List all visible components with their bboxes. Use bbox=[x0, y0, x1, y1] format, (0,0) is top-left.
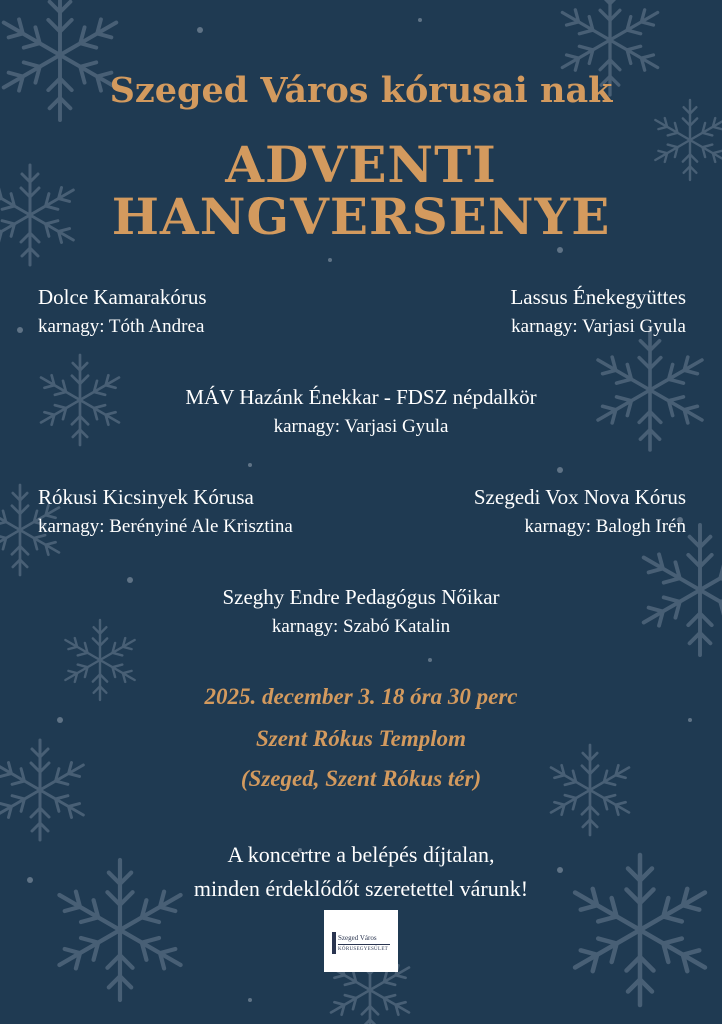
choir-name: Lassus Énekegyüttes bbox=[510, 285, 686, 309]
choir-entry bbox=[510, 282, 686, 342]
logo-text-line2: KÓRUSEGYESÜLET bbox=[338, 947, 389, 952]
choir-conductor: karnagy: Tóth Andrea bbox=[38, 316, 205, 337]
choir-entry bbox=[0, 582, 722, 642]
logo-text-line1: Szeged Város bbox=[338, 934, 377, 942]
logo-divider bbox=[338, 944, 390, 945]
choir-entry bbox=[38, 282, 207, 342]
logo-mark-icon bbox=[332, 932, 336, 954]
choir-name: Szeghy Endre Pedagógus Nőikar bbox=[222, 585, 500, 609]
event-datetime: 2025. december 3. 18 óra 30 perc bbox=[204, 684, 518, 709]
poster-title-line2: HANGVERSENYE bbox=[111, 187, 611, 246]
event-venue: Szent Rókus Templom bbox=[255, 726, 467, 751]
choir-name: MÁV Hazánk Énekkar - FDSZ népdalkör bbox=[185, 385, 537, 409]
poster-subtitle: Szeged Város kórusai nak bbox=[109, 70, 613, 111]
choir-conductor: karnagy: Varjasi Gyula bbox=[511, 316, 686, 337]
admission-note-line2: minden érdeklődőt szeretettel várunk! bbox=[193, 876, 529, 901]
choir-entry bbox=[474, 482, 686, 542]
choir-conductor: karnagy: Varjasi Gyula bbox=[273, 416, 449, 437]
choir-conductor: karnagy: Balogh Irén bbox=[524, 516, 686, 537]
admission-note bbox=[0, 838, 722, 906]
choir-name: Szegedi Vox Nova Kórus bbox=[473, 485, 686, 509]
choir-entry bbox=[0, 382, 722, 442]
choir-conductor: karnagy: Szabó Katalin bbox=[271, 616, 451, 637]
event-address: (Szeged, Szent Rókus tér) bbox=[240, 766, 482, 791]
poster-title-line1: ADVENTI bbox=[225, 135, 497, 194]
choir-entry bbox=[38, 482, 293, 542]
choir-name: Dolce Kamarakórus bbox=[38, 285, 207, 309]
admission-note-line1: A koncertre a belépés díjtalan, bbox=[227, 842, 495, 867]
choir-name: Rókusi Kicsinyek Kórusa bbox=[38, 485, 254, 509]
association-logo bbox=[324, 910, 398, 972]
choir-conductor: karnagy: Berényiné Ale Krisztina bbox=[38, 516, 293, 537]
